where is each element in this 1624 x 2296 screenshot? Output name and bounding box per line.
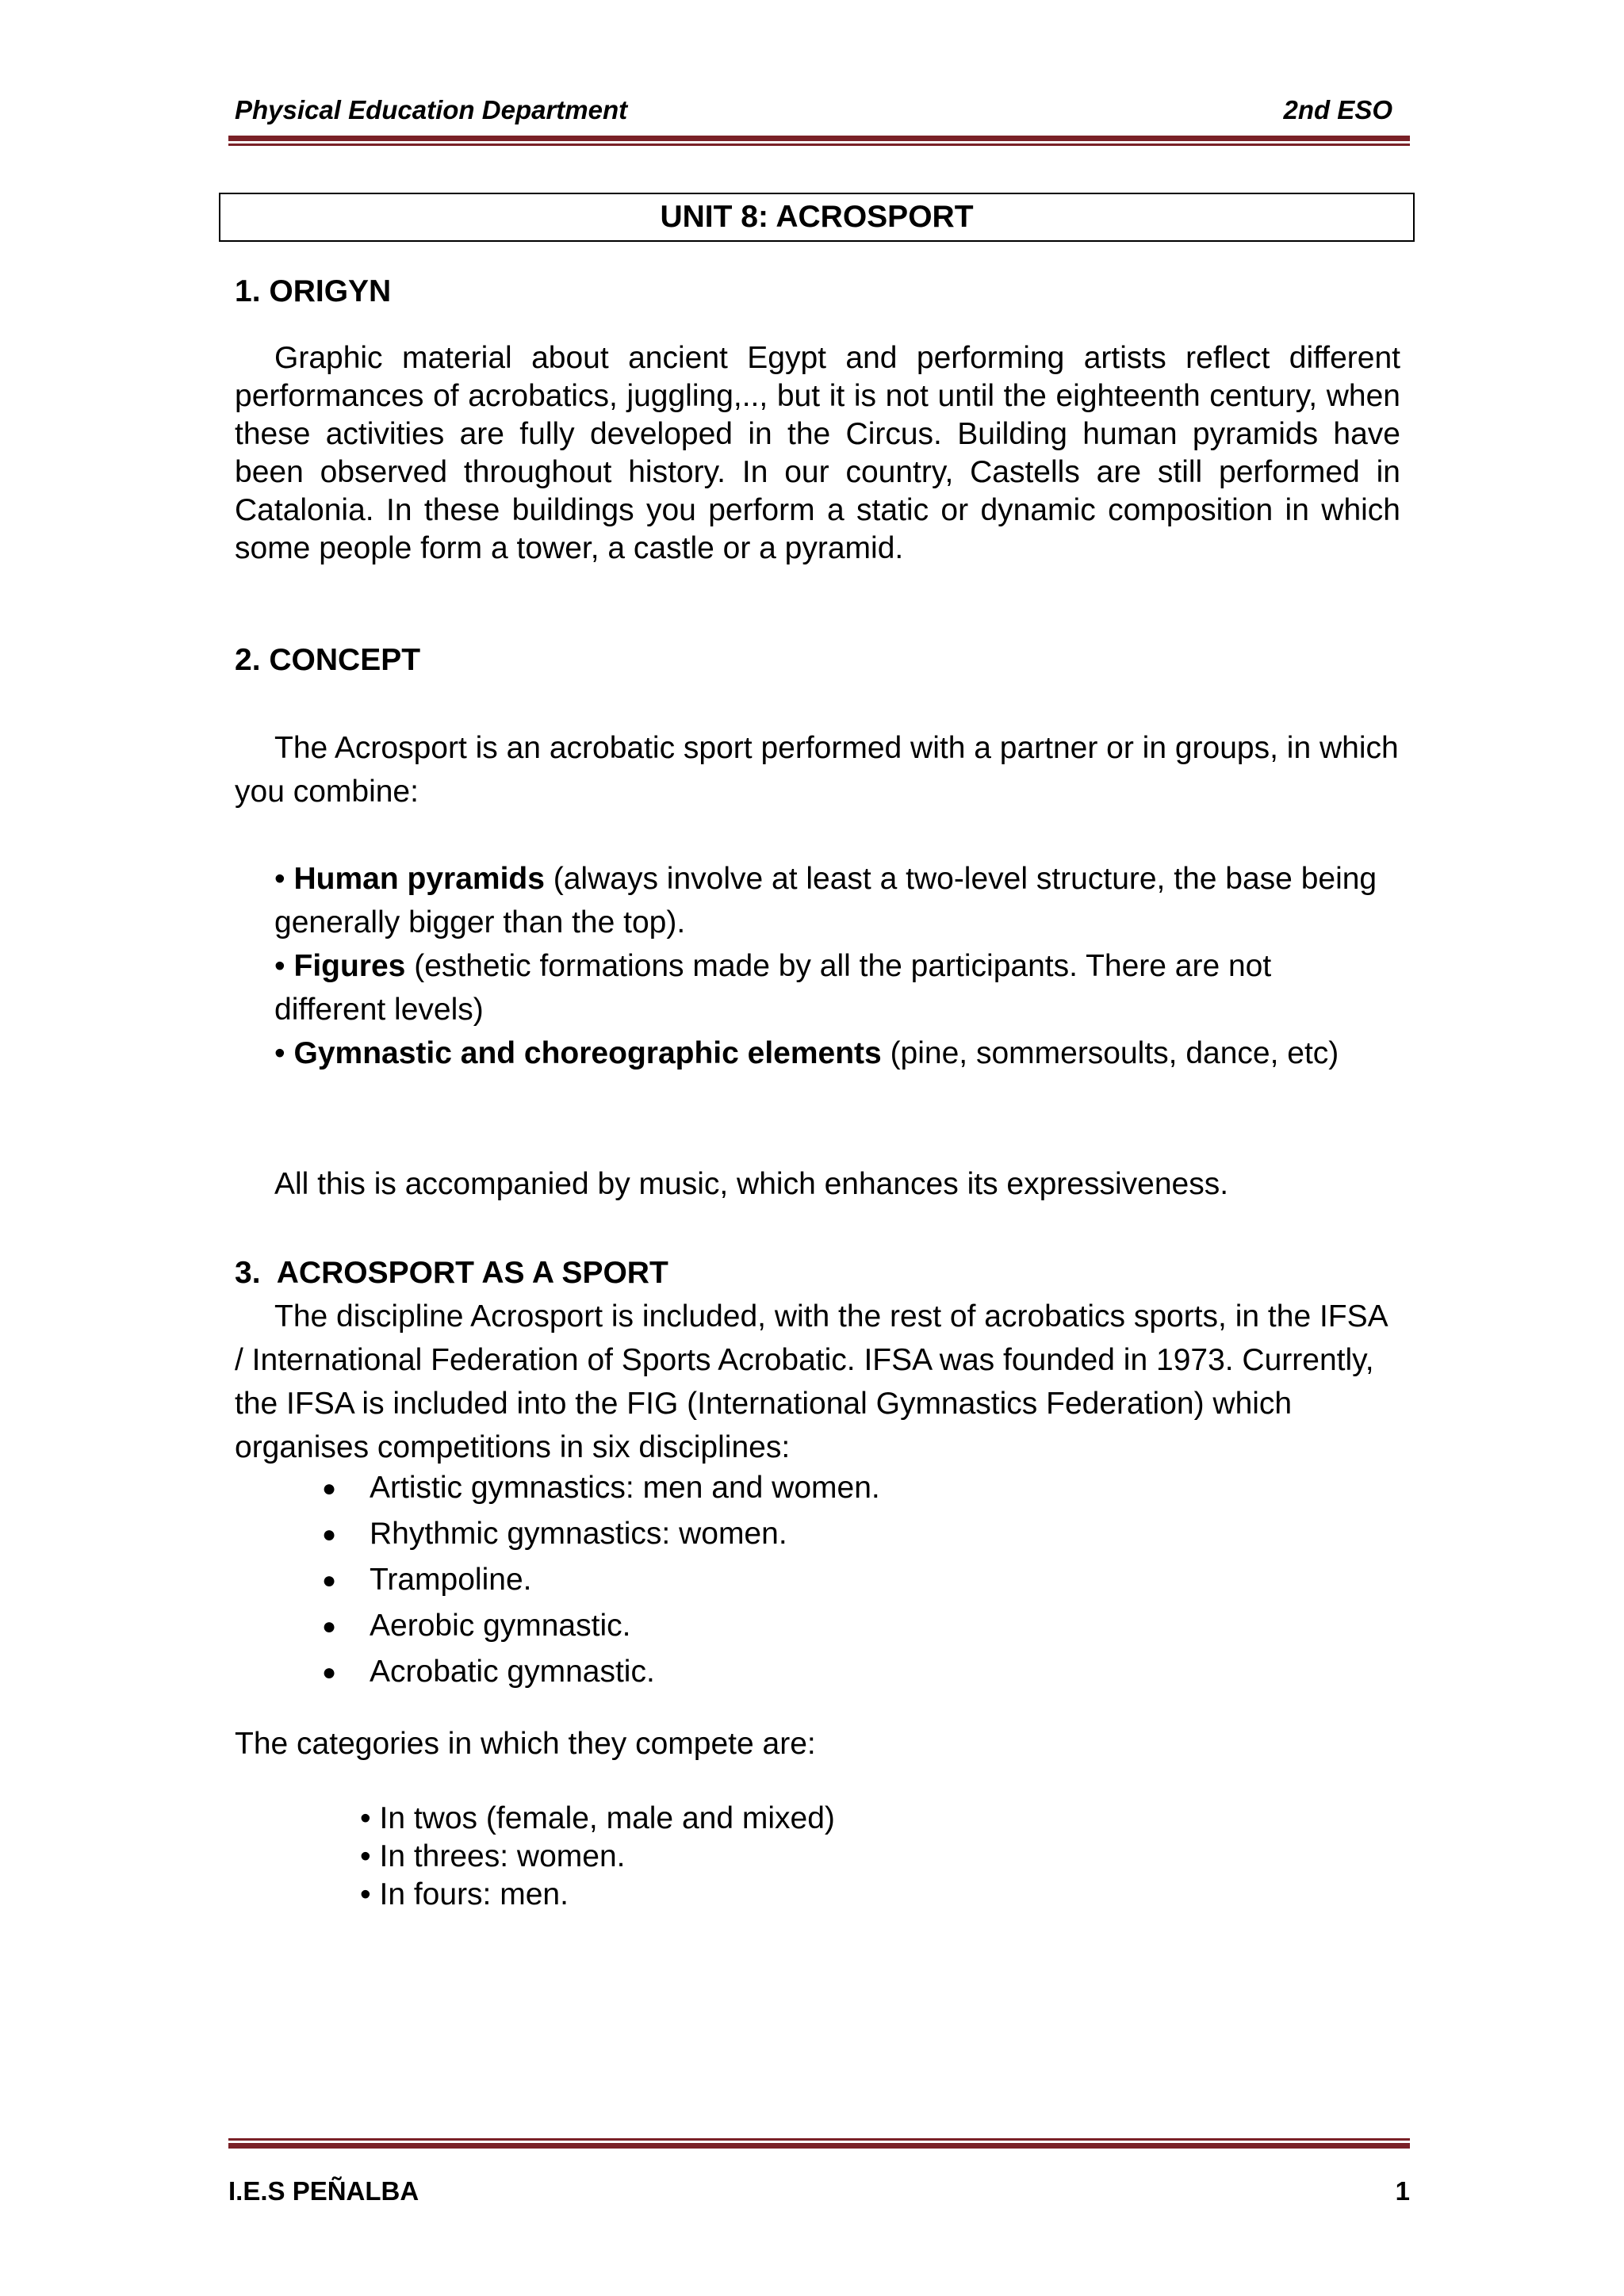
concept-item-figures (274, 944, 1385, 1031)
discipline-text: Rhythmic gymnastics: women. (370, 1517, 787, 1551)
unit-title-box (219, 193, 1415, 242)
concept-item-human-pyramids (274, 857, 1385, 944)
concept-desc: (esthetic formations made by all the participants. There are not different levels) (274, 949, 1272, 1027)
page-header (235, 95, 1392, 125)
concept-closing: All this is accompanied by music, which enhances its expressiveness. (274, 1167, 1229, 1201)
concept-item-gymnastic-elements (274, 1031, 1385, 1075)
concept-intro: The Acrosport is an acrobatic sport performed with a partner or in groups, in which you combine: (235, 731, 1399, 809)
category-item: • In threes: women. (360, 1839, 626, 1873)
discipline-text: Acrobatic gymnastic. (370, 1655, 655, 1689)
category-item: • In twos (female, male and mixed) (360, 1801, 835, 1835)
page-footer (228, 2176, 1410, 2206)
categories-intro: The categories in which they compete are: (235, 1727, 816, 1761)
category-item: • In fours: men. (360, 1877, 569, 1911)
unit-title: UNIT 8: ACROSPORT (660, 200, 974, 234)
bullet: • (274, 949, 285, 983)
bullet: • (274, 1036, 285, 1070)
discipline-text: Trampoline. (370, 1563, 532, 1597)
section-origin-text: Graphic material about ancient Egypt and performing artists reflect different performances of acrobatics, juggling,.., but it is not until the eighteenth century, when these activities are fully developed in the Circus. Building human pyramids have been observed throughout history. In our country, Castells are still performed in Catalonia. In these buildings you perform a static or dynamic composition in which some people form a tower, a castle or a pyramid. (235, 341, 1400, 565)
section-sport-text: The discipline Acrosport is included, with the rest of acrobatics sports, in the IFSA / International Federation of Sports Acrobatic. IFSA was founded in 1973. Currently, the IFSA is included into the FIG (International Gymnastics Federation) which organises competitions in six disciplines: (235, 1299, 1387, 1464)
page-number: 1 (1395, 2176, 1410, 2206)
bullet: • (274, 862, 285, 896)
header-rule (228, 136, 1410, 146)
section-concept-heading: 2. CONCEPT (235, 643, 421, 677)
concept-term: Gymnastic and choreographic elements (293, 1036, 882, 1070)
footer-rule (228, 2138, 1410, 2149)
discipline-text: Aerobic gymnastic. (370, 1609, 631, 1643)
concept-desc: (always involve at least a two-level structure, the base being generally bigger than the top). (274, 862, 1377, 939)
section-origin-heading: 1. ORIGYN (235, 274, 392, 308)
concept-term: Human pyramids (293, 862, 545, 896)
concept-desc: (pine, sommersoults, dance, etc) (881, 1036, 1339, 1070)
school-name: I.E.S PEÑALBA (228, 2176, 419, 2206)
department-label: Physical Education Department (235, 95, 628, 124)
concept-term: Figures (293, 949, 406, 983)
discipline-text: Artistic gymnastics: men and women. (370, 1471, 880, 1505)
section-sport-heading: 3. ACROSPORT AS A SPORT (235, 1256, 668, 1290)
level-label: 2nd ESO (1283, 95, 1392, 124)
